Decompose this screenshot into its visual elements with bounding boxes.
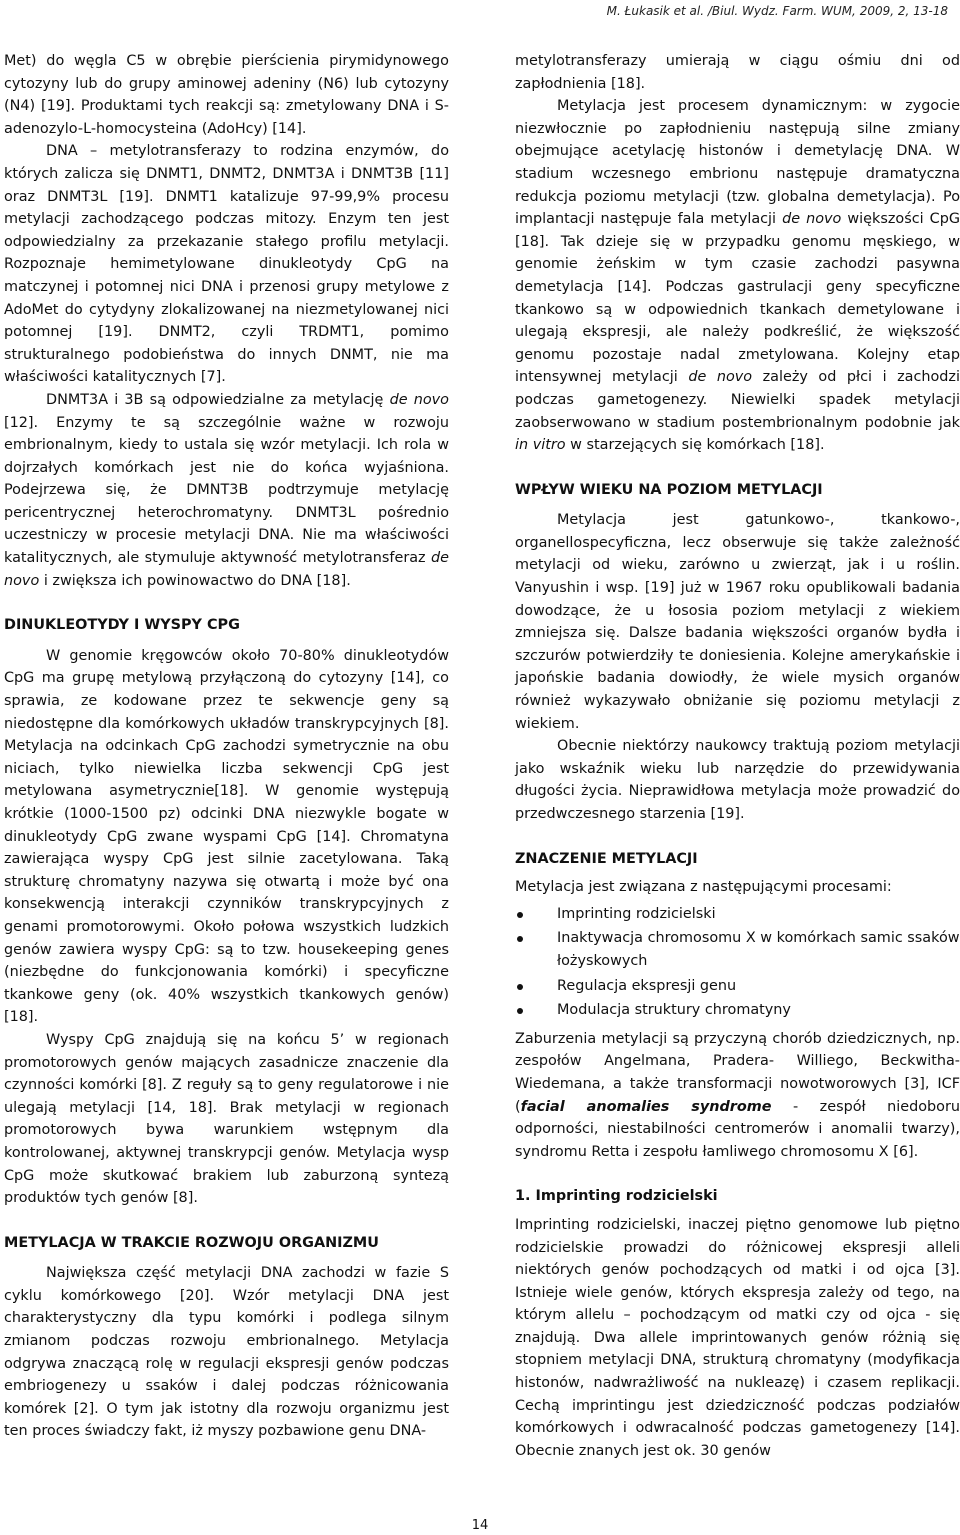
paragraph (515, 1028, 960, 1164)
paragraph: metylotransferazy umierają w ciągu ośmiu dni od zapłodnienia [18]. (515, 53, 960, 92)
left-column (4, 50, 449, 1443)
list-item (515, 927, 960, 972)
paragraph: Wyspy CpG znajdują się na końcu 5’ w regionach promotorowych genów mających zasadnicze znaczenie dla czynności komórki [8]. Z reguły są to geny regulatorowe i nie ulegają metylacji [14, 18]. Brak metylacji w regionach promotorowych bywa warunkiem wstępnym dla kontrolowanej, aktywnej transkrypcji genów. Metylacja wysp CpG może skutkować brakiem lub zaburzoną syntezą produktów tych genów [8]. (4, 1031, 449, 1207)
paragraph: Metylacja jest związana z następującymi procesami: (515, 879, 892, 896)
section-heading: DINUKLEOTYDY I WYSPY CPG (4, 617, 240, 634)
bullet-icon (517, 1008, 523, 1014)
italic-text: in vitro (515, 437, 566, 454)
section-heading: ZNACZENIE METYLACJI (515, 850, 698, 867)
right-column (515, 50, 960, 1462)
paragraph: W genomie kręgowców około 70-80% dinukleotydów CpG ma grupę metylową przyłączoną do cytozyny [14], co sprawia, ze kodowane przez te sekwencje geny są niedostępne dla komórkowych układów transkrypcyjnych [8]. Metylacja na odcinkach CpG zachodzi symetrycznie na obu niciach, tylko niewielka liczba sekwencji CpG jest metylowana asymetrycznie[18]. W genomie występują krótkie (1000-1500 pz) odcinki DNA niezwykle bogate w dinukleotydy CpG zwane wyspami CpG [14]. Chromatyna zawierająca wyspy CpG jest silnie zacetylowana. Taką strukturę chromatyny nazywa się otwartą i może być ona konsekwencją interakcji czynników transkrypcyjnych z genami promotorowymi. Około połowa wszystkich ludzkich genów zawiera wyspy CpG: są to tzw. housekeeping genes (niezbędne do funkcjonowania komórki) i specyficzne tkankowe geny (ok. 40% wszystkich tkankowych genów) [18]. (4, 647, 449, 1026)
section-heading: METYLACJA W TRAKCIE ROZWOJU ORGANIZMU (4, 1234, 379, 1251)
subsection-heading: 1. Imprinting rodzicielski (515, 1188, 718, 1205)
italic-text: de novo (389, 391, 449, 408)
paragraph (4, 389, 449, 592)
italic-text: de novo (4, 550, 449, 589)
paragraph: Imprinting rodzicielski, inaczej piętno genomowe lub piętno rodzicielskie prowadzi do różnicowej ekspresji alleli niektórych genów pochodzących od matki i od ojca [3]. Istnieje wiele genów, których ekspresja zależy od tego, na którym allelu – pochodzącym od matki czy od ojca - się znajdują. Dwa allele imprintowanych genów różnią się stopniem metylacji DNA, strukturą chromatyny (modyfikacja histonów, nadwrażliwość na nukleazę) i czasem replikacji. Cechą imprintingu jest dziedziczność podczas podziałów komórkowych i odwracalność podczas gametogenezy [14]. Obecnie znanych jest ok. 30 genów (515, 1216, 960, 1459)
italic-text: de novo (688, 369, 753, 386)
section-heading: WPŁYW WIEKU NA POZIOM METYLACJI (515, 481, 823, 498)
list-item (515, 999, 960, 1022)
text: [12]. Enzymy te są szczególnie ważne w rozwoju embrionalnym, kiedy to ustala się wzór metylacji. Ich rola w dojrzałych komórkach jest nie do końca wyjaśniona. Podejrzewa się, że DMNT3B podtrzymuje metylację pericentrycznej heterochromatyny. DNMT3L pośrednio uczestniczy w procesie metylacji DNA. Nie ma właściwości katalitycznych, ale stymuluje aktywność metylotransferaz (4, 414, 449, 567)
list-item-text: Inaktywacja chromosomu X w komórkach samic ssaków łożyskowych (557, 930, 960, 969)
paragraph: Największa część metylacji DNA zachodzi w fazie S cyklu komórkowego [20]. Wzór metylacji DNA jest charakterystyczny dla typu komórki i podlega silnym zmianom podczas rozwoju embrionalnego. Metylacja odgrywa znaczącą rolę w regulacji ekspresji genów podczas embriogenezy u ssaków i dalej podczas różnicowania komórek [2]. O tym jak istotny dla rozwoju organizmu jest ten proces świadczy fakt, iż myszy pozbawione genu DNA- (4, 1265, 449, 1440)
text: - zespół niedoboru odporności, niestabilności centromerów i anomalii twarzy), syndromu Retta i zespołu łamliwego chromosomu X [6]. (515, 1098, 960, 1160)
italic-text: de novo (782, 211, 842, 228)
text: zależy od płci i zachodzi podczas gametogenezy. Niewielki spadek metylacji zaobserwowano w stadium postembrionalnym podobnie jak (515, 369, 960, 431)
list-item (515, 975, 960, 998)
text: większości CpG [18]. Tak dzieje się w przypadku genomu męskiego, w genomie żeńskim w tym czasie zachodzi pasywna demetylacja [14]. Podczas gastrulacji geny specyficzne tkankowo są w odpowiednich tkankach demetylowane i ulegają ekspresji, ale należy podkreślić, że większość genomu pozostaje nadal zmetylowana. Kolejny etap intensywnej metylacji (515, 211, 960, 386)
paragraph: Obecnie niektórzy naukowcy traktują poziom metylacji jako wskaźnik wieku lub narzędzie do przewidywania długości życia. Nieprawidłowa metylacja może prowadzić do przedwczesnego starzenia [19]. (515, 738, 960, 822)
page-number: 14 (471, 1518, 489, 1533)
paragraph: Met) do węgla C5 w obrębie pierścienia pirymidynowego cytozyny lub do grupy aminowej adeniny (N6) lub cytozyny (N4) [19]. Produktami tych reakcji są: zmetylowany DNA i S-adenozylo-L-homocysteina (AdoHcy) [14]. (4, 53, 449, 137)
running-header: M. Łukasik et al. /Biul. Wydz. Farm. WUM, 2009, 2, 13-18 (606, 4, 948, 18)
text: DNMT3A i 3B są odpowiedzialne za metylację (46, 391, 390, 408)
paragraph (515, 95, 960, 457)
text: Zaburzenia metylacji są przyczyną chorób dziedzicznych, np. zespołów Angelmana, Pradera- Williego, Beckwitha-Wiedemana, a także transformacji nowotworowych [3], ICF ( (515, 1030, 960, 1115)
list-item-text: Imprinting rodzicielski (557, 905, 716, 922)
text: w starzejących się komórkach [18]. (565, 437, 825, 454)
bullet-icon (517, 936, 523, 942)
text: Metylacja jest procesem dynamicznym: w zygocie niezwłocznie po zapłodnieniu następują silne zmiany obejmujące acetylację histonów i demetylację DNA. W stadium wczesnego embrionu następuje dramatyczna redukcja poziomu metylacji (tzw. globalna demetylacja). Po implantacji następuje fala metylacji (515, 98, 960, 228)
bullet-icon (517, 984, 523, 990)
paragraph: DNA – metylotransferazy to rodzina enzymów, do których zalicza się DNMT1, DNMT2, DNMT3A i DNMT3B [11] oraz DNMT3L [19]. DNMT1 katalizuje 97-99,9% procesu metylacji zachodzącego podczas mitozy. Enzym ten jest odpowiedzialny za przekazanie stałego profilu metylacji. Rozpoznaje hemimetylowane dinukleotydy CpG na matczynej i potomnej nici DNA i przenosi grupy metylowe z AdoMet do cytydyny zlokalizowanej na niezmetylowanej nici potomnej [19]. DNMT2, czyli TRDMT1, pomimo strukturalnego podobieństwa do innych DNMT, nie ma właściwości katalitycznych [7]. (4, 143, 449, 386)
list-item-text: Regulacja ekspresji genu (557, 977, 737, 994)
italic-text: facial anomalies syndrome (520, 1098, 772, 1115)
paragraph: Metylacja jest gatunkowo-, tkankowo-, organellospecyficzna, lecz obserwuje się także zależność metylacji od wieku, zarówno u zwierząt, jak i u roślin. Vanyushin i wsp. [19] już w 1967 roku opublikowali badania dowodzące, że u łososia poziom metylacji z wiekiem zmniejsza się. Dalsze badania większości organów bydła i szczurów potwierdziły te doniesienia. Kolejne amerykańskie i japońskie badania dowiodły, że wiele mysich organów również wykazywało obniżanie się poziomu metylacji z wiekiem. (515, 512, 960, 732)
text: i zwiększa ich powinowactwo do DNA [18]. (39, 572, 351, 589)
list-item (515, 903, 960, 926)
bullet-list (515, 903, 960, 1022)
bullet-icon (517, 912, 523, 918)
list-item-text: Modulacja struktury chromatyny (557, 1002, 791, 1019)
